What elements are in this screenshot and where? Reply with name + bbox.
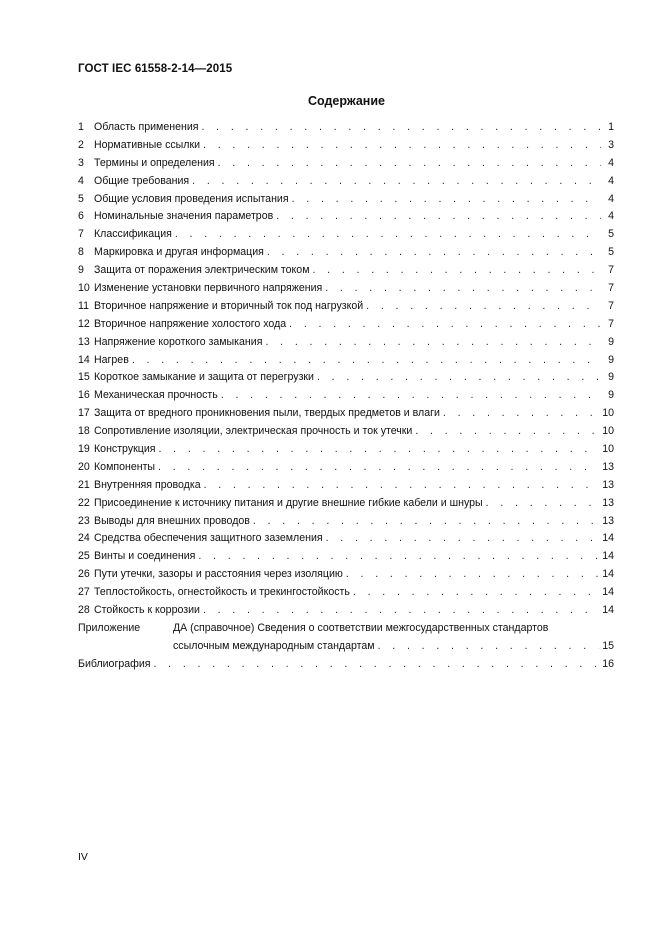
toc-entry-title: Номинальные значения параметров (94, 210, 274, 223)
dot-leader (317, 371, 601, 383)
bibliography-page: 16 (602, 657, 614, 670)
toc-entry-number: 26 (78, 568, 90, 581)
toc-entry-title: Классификация (94, 228, 172, 241)
toc-entry[interactable] (78, 300, 614, 318)
toc-entry-title: Средства обеспечения защитного заземления (94, 532, 323, 545)
table-of-contents (78, 121, 614, 676)
toc-entry-title: Выводы для внешних проводов (94, 514, 250, 527)
dot-leader (218, 157, 601, 169)
toc-entry-number: 28 (78, 604, 90, 617)
toc-entry-number: 8 (78, 246, 84, 259)
toc-title: Содержание (307, 94, 385, 108)
dot-leader (326, 532, 600, 544)
dot-leader (192, 175, 601, 187)
toc-appendix[interactable] (78, 622, 614, 640)
toc-entry-title: Короткое замыкание и защита от перегрузки (94, 371, 314, 384)
appendix-title-line2: ссылочным международным стандартам (173, 639, 375, 652)
toc-entry-page: 1 (608, 121, 614, 133)
dot-leader (443, 407, 599, 419)
dot-leader (253, 515, 599, 527)
toc-entry[interactable] (78, 121, 614, 139)
toc-entry-page: 13 (602, 496, 614, 509)
toc-entry-title: Термины и определения (94, 156, 215, 169)
dot-leader (353, 586, 599, 598)
toc-entry-title: Область применения (94, 121, 199, 133)
toc-entry[interactable] (78, 264, 614, 282)
toc-entry-title: Вторичное напряжение холостого хода (94, 317, 287, 330)
toc-entry[interactable] (78, 318, 614, 336)
toc-entry-number: 20 (78, 460, 90, 473)
dot-leader (132, 354, 601, 366)
toc-bibliography[interactable] (78, 658, 614, 676)
dot-leader (378, 640, 600, 652)
toc-entry[interactable] (78, 443, 614, 461)
dot-leader (198, 550, 599, 562)
toc-entry-title: Сопротивление изоляции, электрическая прочность и ток утечки (94, 425, 413, 438)
toc-entry[interactable] (78, 497, 614, 515)
toc-entry[interactable] (78, 425, 614, 443)
toc-entry-number: 15 (78, 371, 90, 384)
toc-entry-title: Напряжение короткого замыкания (94, 335, 263, 348)
toc-entry-page: 5 (608, 246, 614, 259)
toc-entry-page: 7 (608, 317, 614, 330)
toc-entry[interactable] (78, 210, 614, 228)
dot-leader (153, 658, 599, 670)
appendix-label: Приложение (78, 621, 141, 634)
toc-entry-page: 5 (608, 228, 614, 241)
toc-entry-number: 25 (78, 550, 90, 563)
toc-entry-page: 7 (608, 299, 614, 312)
toc-entry-number: 22 (78, 496, 90, 509)
dot-leader (203, 139, 601, 151)
toc-entry-number: 24 (78, 532, 90, 545)
toc-entry-number: 10 (78, 282, 90, 295)
toc-entry-title: Нормативные ссылки (94, 138, 201, 151)
toc-entry[interactable] (78, 193, 614, 211)
toc-entry-page: 14 (602, 568, 614, 581)
toc-entry-title: Конструкция (94, 443, 156, 456)
toc-entry-page: 13 (602, 460, 614, 473)
toc-entry-title: Нагрев (94, 353, 129, 366)
toc-entry-page: 4 (608, 210, 614, 223)
toc-entry-number: 17 (78, 407, 90, 420)
toc-entry-number: 2 (78, 138, 84, 151)
toc-entry-page: 10 (602, 407, 614, 420)
toc-entry-number: 9 (78, 264, 84, 277)
dot-leader (159, 443, 600, 455)
toc-entry-page: 9 (608, 389, 614, 402)
page-number: IV (78, 851, 88, 863)
toc-entry-title: Изменение установки первичного напряжения (94, 282, 323, 295)
toc-entry-number: 14 (78, 353, 90, 366)
toc-entry[interactable] (78, 604, 614, 622)
toc-entry-number: 4 (78, 174, 84, 187)
toc-entry[interactable] (78, 389, 614, 407)
toc-appendix-continued[interactable] (78, 640, 614, 658)
toc-entry-page: 10 (602, 425, 614, 438)
toc-entry-title: Компоненты (94, 460, 156, 473)
toc-entry-page: 10 (602, 443, 614, 456)
toc-entry-number: 7 (78, 228, 84, 241)
toc-entry-title: Стойкость к коррозии (94, 604, 200, 617)
toc-entry[interactable] (78, 586, 614, 604)
toc-entry-page: 14 (602, 550, 614, 563)
toc-entry-number: 3 (78, 156, 84, 169)
dot-leader (325, 282, 601, 294)
toc-entry-page: 14 (602, 532, 614, 545)
toc-entry-title: Маркировка и другая информация (94, 246, 264, 259)
toc-entry-number: 16 (78, 389, 90, 402)
bibliography-title: Библиография (78, 657, 151, 670)
toc-entry[interactable] (78, 157, 614, 175)
toc-entry-page: 13 (602, 514, 614, 527)
toc-entry-page: 7 (608, 264, 614, 277)
dot-leader (265, 336, 601, 348)
toc-entry-page: 4 (608, 192, 614, 205)
toc-entry[interactable] (78, 246, 614, 264)
toc-entry-number: 1 (78, 121, 84, 133)
toc-entry[interactable] (78, 282, 614, 300)
toc-entry-title: Теплостойкость, огнестойкость и трекингостойкость (94, 586, 350, 599)
toc-entry-page: 9 (608, 353, 614, 366)
dot-leader (276, 210, 601, 222)
toc-entry-number: 19 (78, 443, 90, 456)
toc-entry-number: 13 (78, 335, 90, 348)
toc-entry-page: 14 (602, 586, 614, 599)
toc-entry-title: Общие требования (94, 174, 190, 187)
toc-entry-title: Пути утечки, зазоры и расстояния через изоляцию (94, 568, 343, 581)
toc-entry[interactable] (78, 407, 614, 425)
toc-entry-number: 21 (78, 478, 90, 491)
dot-leader (201, 121, 601, 133)
dot-leader (203, 604, 599, 616)
toc-entry-title: Винты и соединения (94, 550, 196, 563)
toc-entry[interactable] (78, 532, 614, 550)
toc-entry-title: Механическая прочность (94, 389, 218, 402)
dot-leader (289, 318, 601, 330)
toc-entry-title: Защита от поражения электрическим током (94, 264, 310, 277)
dot-leader (415, 425, 599, 437)
toc-entry[interactable] (78, 515, 614, 533)
toc-entry-title: Общие условия проведения испытания (94, 192, 289, 205)
dot-leader (204, 479, 600, 491)
dot-leader (366, 300, 601, 312)
dot-leader (267, 246, 601, 258)
dot-leader (346, 568, 599, 580)
toc-entry-number: 12 (78, 317, 90, 330)
toc-entry-page: 9 (608, 371, 614, 384)
toc-entry[interactable] (78, 354, 614, 372)
toc-entry[interactable] (78, 175, 614, 193)
toc-entry-title: Присоединение к источнику питания и другие внешние гибкие кабели и шнуры (94, 496, 483, 509)
toc-entry-page: 4 (608, 156, 614, 169)
toc-entry[interactable] (78, 479, 614, 497)
toc-entry-number: 23 (78, 514, 90, 527)
toc-entry-page: 4 (608, 174, 614, 187)
toc-entry-number: 11 (78, 299, 89, 312)
toc-entry-title: Вторичное напряжение и вторичный ток под нагрузкой (94, 299, 364, 312)
toc-entry-page: 3 (608, 138, 614, 151)
toc-entry-number: 5 (78, 192, 84, 205)
toc-entry[interactable] (78, 461, 614, 479)
toc-entry[interactable] (78, 568, 614, 586)
dot-leader (158, 461, 599, 473)
appendix-page: 15 (602, 639, 614, 652)
toc-entry-number: 6 (78, 210, 84, 223)
dot-leader (175, 228, 601, 240)
toc-entry-number: 18 (78, 425, 90, 438)
toc-entry-title: Внутренняя проводка (94, 478, 201, 491)
toc-entry[interactable] (78, 550, 614, 568)
toc-entry-page: 14 (602, 604, 614, 617)
appendix-title-line1: ДА (справочное) Сведения о соответствии межгосударственных стандартов (173, 621, 549, 634)
toc-entry-page: 7 (608, 282, 614, 295)
dot-leader (486, 497, 600, 509)
toc-entry[interactable] (78, 336, 614, 354)
dot-leader (292, 193, 601, 205)
toc-entry[interactable] (78, 139, 614, 157)
toc-entry-title: Защита от вредного проникновения пыли, твердых предметов и влаги (94, 407, 440, 420)
toc-entry-page: 13 (602, 478, 614, 491)
toc-entry[interactable] (78, 371, 614, 389)
dot-leader (221, 389, 601, 401)
toc-entry-number: 27 (78, 586, 90, 599)
dot-leader (313, 264, 602, 276)
toc-entry[interactable] (78, 228, 614, 246)
document-code: ГОСТ IEC 61558-2-14—2015 (78, 63, 233, 75)
toc-entry-page: 9 (608, 335, 614, 348)
